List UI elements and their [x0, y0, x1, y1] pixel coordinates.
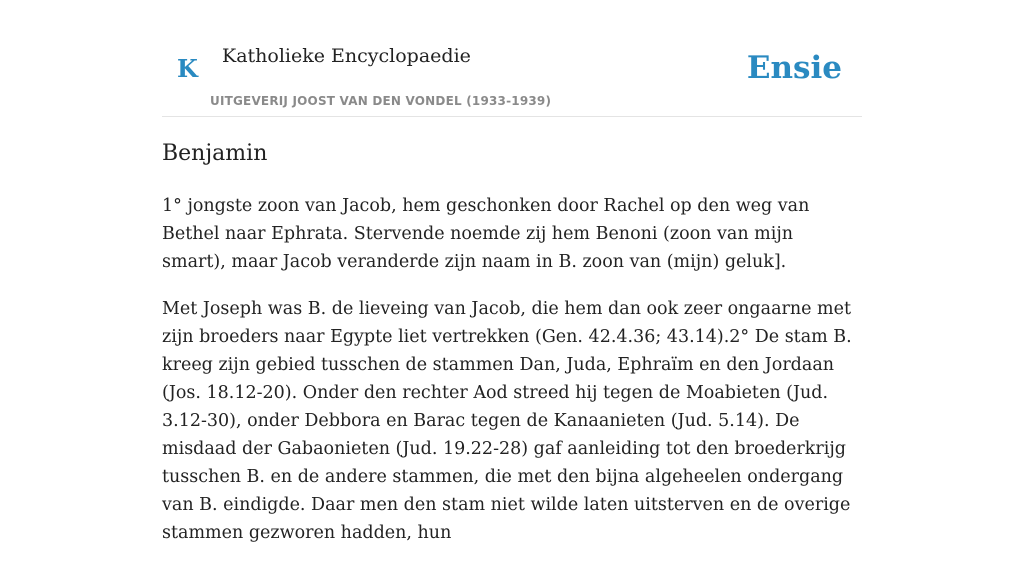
article-title: Benjamin	[162, 141, 268, 166]
article-paragraph: Met Joseph was B. de lieveing van Jacob, die hem dan ook zeer ongaarne met zijn broeders naar Egypte liet vertrekken (Gen. 42.4.36; 43.14).2° De stam B. kreeg zijn gebied tusschen de stammen Dan, Juda, Ephraïm en den Jordaan (Jos. 18.12-20). Onder den rechter Aod streed hij tegen de Moabieten (Jud. 3.12-30), onder Debbora en Barac tegen de Kanaanieten (Jud. 5.14). De misdaad der Gabaonieten (Jud. 19.22-28) gaf aanleiding tot den broederkrijg tusschen B. en de andere stammen, die met den bijna algeheelen ondergang van B. eindigde. Daar men den stam niet wilde laten uitsterven en de overige stammen gezworen hadden, hun	[162, 299, 852, 543]
article-paragraph: 1° jongste zoon van Jacob, hem geschonken door Rachel op den weg van Bethel naar Ephrata. Stervende noemde zij hem Benoni (zoon van mijn smart), maar Jacob veranderde zijn naam in B. zoon van (mijn) geluk].	[162, 196, 810, 272]
encyclopedia-logo[interactable]: K	[177, 54, 198, 83]
publisher-subtitle: UITGEVERIJ JOOST VAN DEN VONDEL (1933-1939)	[210, 94, 552, 108]
site-title[interactable]: Katholieke Encyclopaedie	[222, 45, 471, 67]
ensie-brand-logo[interactable]: Ensie	[746, 50, 842, 86]
site-header	[162, 0, 862, 117]
article-content	[162, 138, 862, 566]
